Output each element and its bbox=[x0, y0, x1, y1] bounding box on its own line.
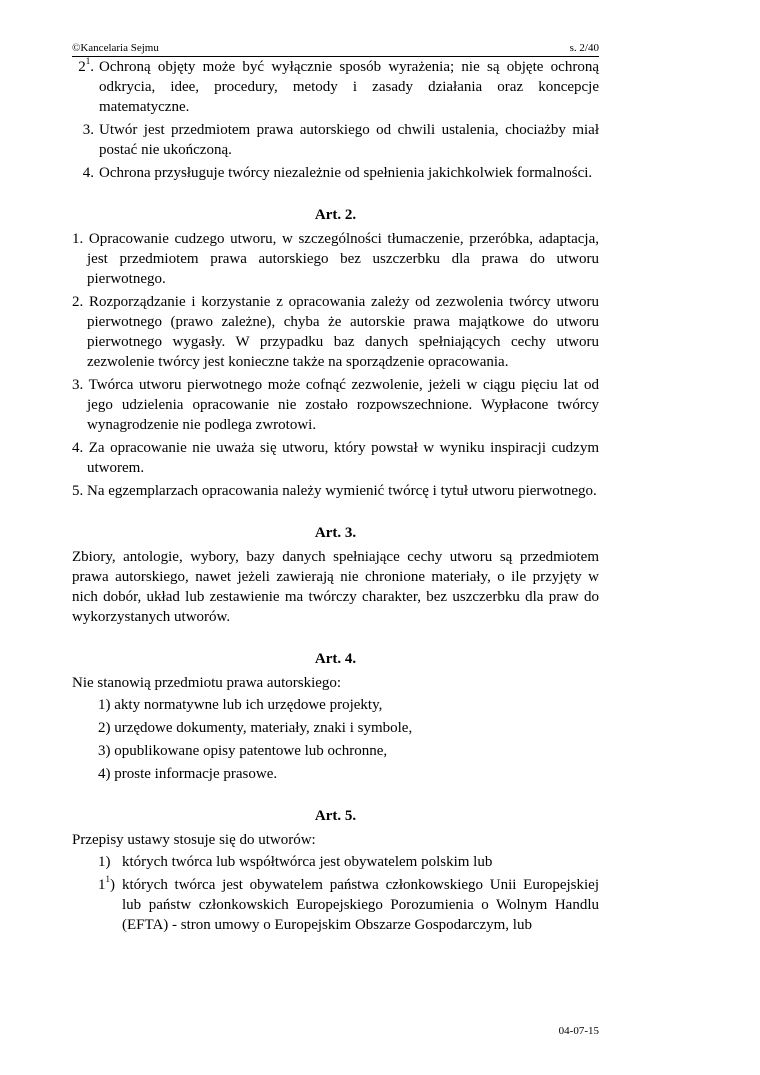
art4-intro: Nie stanowią przedmiotu prawa autorskiego: bbox=[72, 675, 342, 691]
page-footer-date: 04-07-15 bbox=[558, 1025, 599, 1037]
header-page-number: s. 2/40 bbox=[569, 42, 599, 54]
art3-text: Zbiory, antologie, wybory, bazy danych spełniające cechy utworu są przedmiotem prawa autorskiego, nawet jeżeli zawierają nie chronione materiały, o ile przyjęty w nich dobór, układ lub zestawienie ma twórczy charakter, bez uszczerbku dla praw do wykorzystanych utworów. bbox=[72, 549, 599, 625]
art5-list-item-1 bbox=[98, 852, 599, 872]
item-number: $2^1$. bbox=[78, 56, 94, 75]
item-number: $1^1$) bbox=[98, 874, 115, 893]
art2-item-2: 2. Rozporządzanie i korzystanie z opracowania zależy od zezwolenia twórcy utworu pierwotnego (prawo zależne), chyba że autorskie prawa majątkowe do utworu pierwotnego wygasły. W przypadku baz danych spełniających cechy utworu zezwolenie twórcy jest konieczne także na sporządzenie opracowania. bbox=[72, 294, 599, 370]
art4-list-item-3: 3) opublikowane opisy patentowe lub ochronne, bbox=[98, 743, 388, 759]
art2-item-4: 4. Za opracowanie nie uważa się utworu, który powstał w wyniku inspiracji cudzym utworem. bbox=[72, 440, 599, 476]
art2-item-5: 5. Na egzemplarzach opracowania należy wymienić twórcę i tytuł utworu pierwotnego. bbox=[72, 483, 597, 499]
page-header bbox=[72, 42, 599, 57]
document-content bbox=[72, 57, 599, 935]
art2-item-3: 3. Twórca utworu pierwotnego może cofnąć zezwolenie, jeżeli w ciągu pięciu lat od jego udzielenia opracowanie nie zostało rozpowszechnione. Wypłacone twórcy wynagrodzenie nie podlega zwrotowi. bbox=[72, 377, 599, 433]
art4-list bbox=[98, 695, 599, 784]
item-text: Ochrona przysługuje twórcy niezależnie od spełnienia jakichkolwiek formalności. bbox=[99, 165, 593, 181]
art5-list-item-1-1 bbox=[98, 875, 599, 935]
item-number: 1) bbox=[98, 854, 111, 870]
art2-title: Art. 2. bbox=[314, 207, 357, 223]
art5-list bbox=[98, 852, 599, 935]
art4-list-item-4: 4) proste informacje prasowe. bbox=[98, 766, 278, 782]
art4-list-item-1: 1) akty normatywne lub ich urzędowe projekty, bbox=[98, 697, 383, 713]
item-text: Ochroną objęty może być wyłącznie sposób wyrażenia; nie są objęte ochroną odkrycia, idee, procedury, metody i zasady działania oraz koncepcje matematyczne. bbox=[99, 59, 599, 115]
art2-item-1: 1. Opracowanie cudzego utworu, w szczególności tłumaczenie, przeróbka, adaptacja, jest przedmiotem prawa autorskiego bez uszczerbku dla prawa do utworu pierwotnego. bbox=[72, 231, 599, 287]
document-page bbox=[72, 42, 599, 938]
header-publisher: ©Kancelaria Sejmu bbox=[72, 42, 159, 54]
art3-title: Art. 3. bbox=[314, 525, 357, 541]
item-text: których twórca jest obywatelem państwa członkowskiego Unii Europejskiej lub państw członkowskich Europejskiego Porozumienia o Wolnym Handlu (EFTA) - stron umowy o Europejskim Obszarze Gospodarczym, lub bbox=[122, 877, 599, 933]
item-text: których twórca lub współtwórca jest obywatelem polskim lub bbox=[122, 854, 493, 870]
art4-title: Art. 4. bbox=[314, 651, 357, 667]
art4-list-item-2: 2) urzędowe dokumenty, materiały, znaki i symbole, bbox=[98, 720, 413, 736]
art1-item-3 bbox=[72, 120, 599, 160]
item-text: Utwór jest przedmiotem prawa autorskiego od chwili ustalenia, chociażby miał postać nie ukończoną. bbox=[99, 122, 599, 158]
art1-item-4 bbox=[72, 163, 599, 183]
art5-title: Art. 5. bbox=[314, 808, 357, 824]
item-number: 4. bbox=[82, 165, 94, 181]
art5-intro: Przepisy ustawy stosuje się do utworów: bbox=[72, 832, 316, 848]
item-number: 3. bbox=[82, 122, 94, 138]
art1-item-2-1 bbox=[72, 57, 599, 117]
